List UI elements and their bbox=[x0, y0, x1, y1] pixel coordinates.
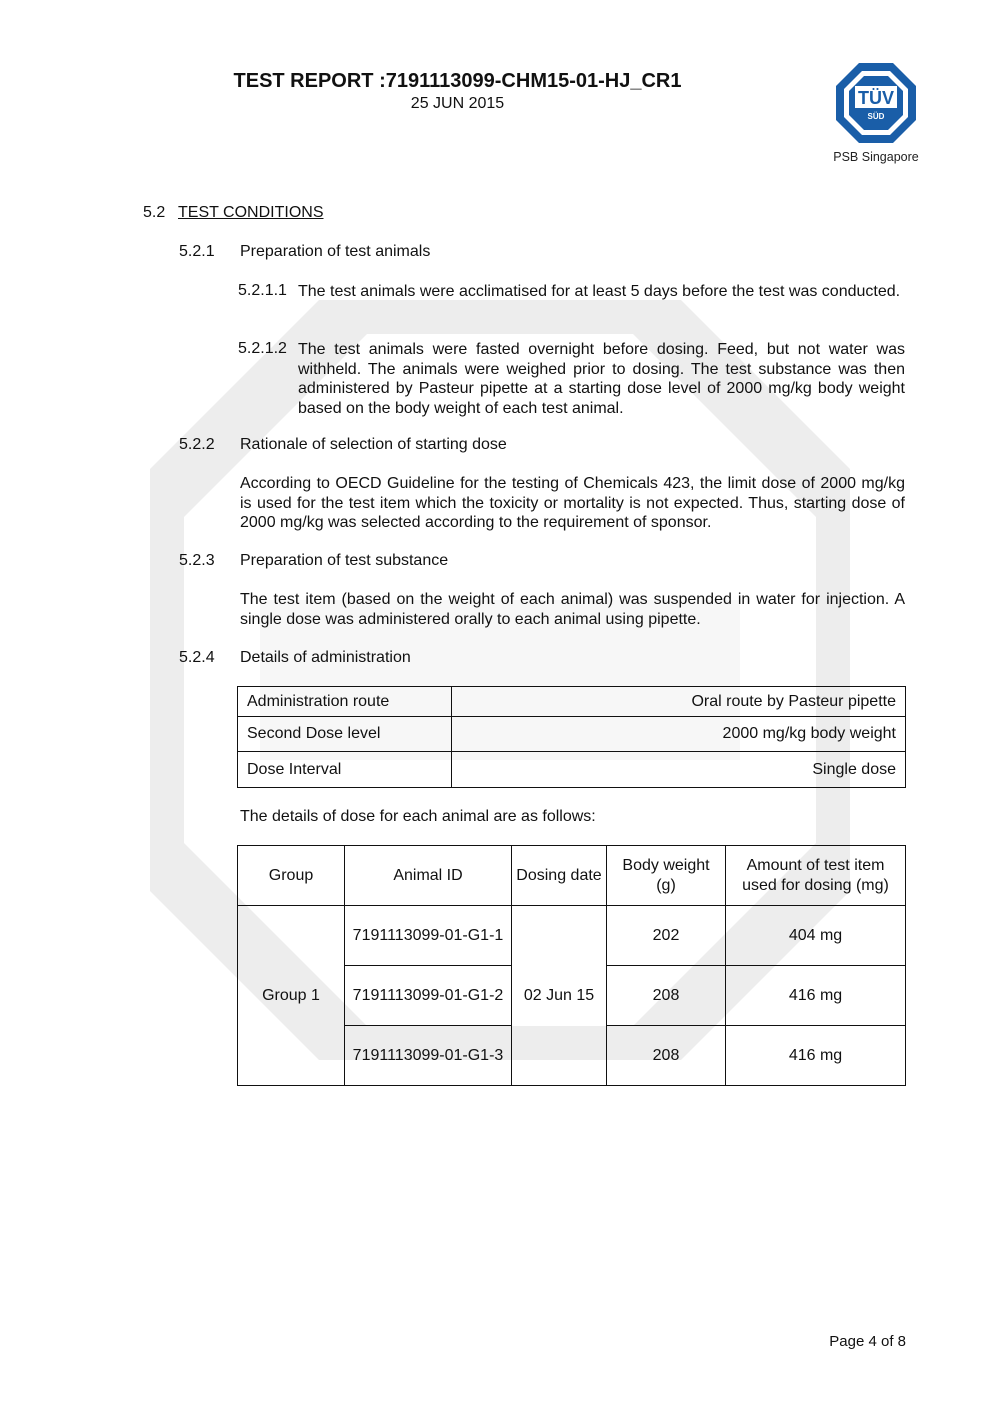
subsection-title-523: Preparation of test substance bbox=[240, 552, 449, 569]
animal-id-cell: 7191113099-01-G1-1 bbox=[345, 906, 512, 966]
paragraph-522: According to OECD Guideline for the testing of Chemicals 423, the limit dose of 2000 mg/kg is used for the test item which the toxicity or mortality is not expected. Thus, starting dose of 2000 mg/kg was selected according to the requirement of sponsor. bbox=[240, 475, 905, 531]
admin-label: Dose Interval bbox=[238, 752, 452, 788]
table-row bbox=[238, 906, 906, 966]
amount-cell: 416 mg bbox=[726, 966, 906, 1026]
report-date: 25 JUN 2015 bbox=[410, 95, 505, 112]
subsection-number-524: 5.2.4 bbox=[179, 649, 215, 666]
item-number-5211: 5.2.1.1 bbox=[238, 282, 287, 299]
item-text-5211: The test animals were acclimatised for at least 5 days before the test was conducted. bbox=[298, 283, 901, 300]
body-weight-cell: 202 bbox=[607, 906, 726, 966]
dosing-date-cell: 02 Jun 15 bbox=[512, 906, 607, 1086]
subsection-title-521: Preparation of test animals bbox=[240, 243, 431, 260]
svg-text:TÜV: TÜV bbox=[858, 88, 894, 108]
column-header: Amount of test item used for dosing (mg) bbox=[726, 846, 906, 906]
body-weight-cell: 208 bbox=[607, 966, 726, 1026]
column-header: Group bbox=[238, 846, 345, 906]
dose-table bbox=[237, 845, 906, 1086]
column-header: Animal ID bbox=[345, 846, 512, 906]
svg-text:SÜD: SÜD bbox=[867, 112, 885, 121]
subsection-title-524: Details of administration bbox=[240, 649, 411, 666]
item-text-5212: The test animals were fasted overnight before dosing. Feed, but not water was withheld. The animals were weighed prior to dosing. The test substance was then administered by Pasteur pipette at a starting dose level of 2000 mg/kg body weight based on the body weight of each test animal. bbox=[298, 341, 905, 417]
amount-cell: 404 mg bbox=[726, 906, 906, 966]
paragraph-523: The test item (based on the weight of each animal) was suspended in water for injection. A single dose was administered orally to each animal using pipette. bbox=[240, 591, 905, 628]
administration-table bbox=[237, 686, 906, 788]
report-title: TEST REPORT :7191113099-CHM15-01-HJ_CR1 bbox=[233, 70, 682, 92]
admin-label: Second Dose level bbox=[238, 717, 452, 752]
column-header: Body weight (g) bbox=[607, 846, 726, 906]
group-cell: Group 1 bbox=[238, 906, 345, 1086]
animal-id-cell: 7191113099-01-G1-3 bbox=[345, 1026, 512, 1086]
logo-caption: PSB Singapore bbox=[833, 150, 919, 164]
page-number: Page 4 of 8 bbox=[829, 1333, 906, 1350]
body-weight-cell: 208 bbox=[607, 1026, 726, 1086]
admin-value: Single dose bbox=[452, 752, 906, 788]
section-title: TEST CONDITIONS bbox=[178, 204, 324, 221]
amount-cell: 416 mg bbox=[726, 1026, 906, 1086]
subsection-number-523: 5.2.3 bbox=[179, 552, 215, 569]
admin-value: Oral route by Pasteur pipette bbox=[452, 687, 906, 717]
dose-intro: The details of dose for each animal are as follows: bbox=[240, 808, 596, 825]
animal-id-cell: 7191113099-01-G1-2 bbox=[345, 966, 512, 1026]
table-row bbox=[238, 717, 906, 752]
subsection-number-521: 5.2.1 bbox=[179, 243, 215, 260]
tuv-sud-logo-icon bbox=[835, 62, 917, 144]
subsection-number-522: 5.2.2 bbox=[179, 436, 215, 453]
admin-value: 2000 mg/kg body weight bbox=[452, 717, 906, 752]
section-number: 5.2 bbox=[143, 204, 166, 221]
admin-label: Administration route bbox=[238, 687, 452, 717]
table-header-row bbox=[238, 846, 906, 906]
subsection-title-522: Rationale of selection of starting dose bbox=[240, 436, 507, 453]
table-row bbox=[238, 687, 906, 717]
item-number-5212: 5.2.1.2 bbox=[238, 340, 287, 357]
table-row bbox=[238, 752, 906, 788]
column-header: Dosing date bbox=[512, 846, 607, 906]
